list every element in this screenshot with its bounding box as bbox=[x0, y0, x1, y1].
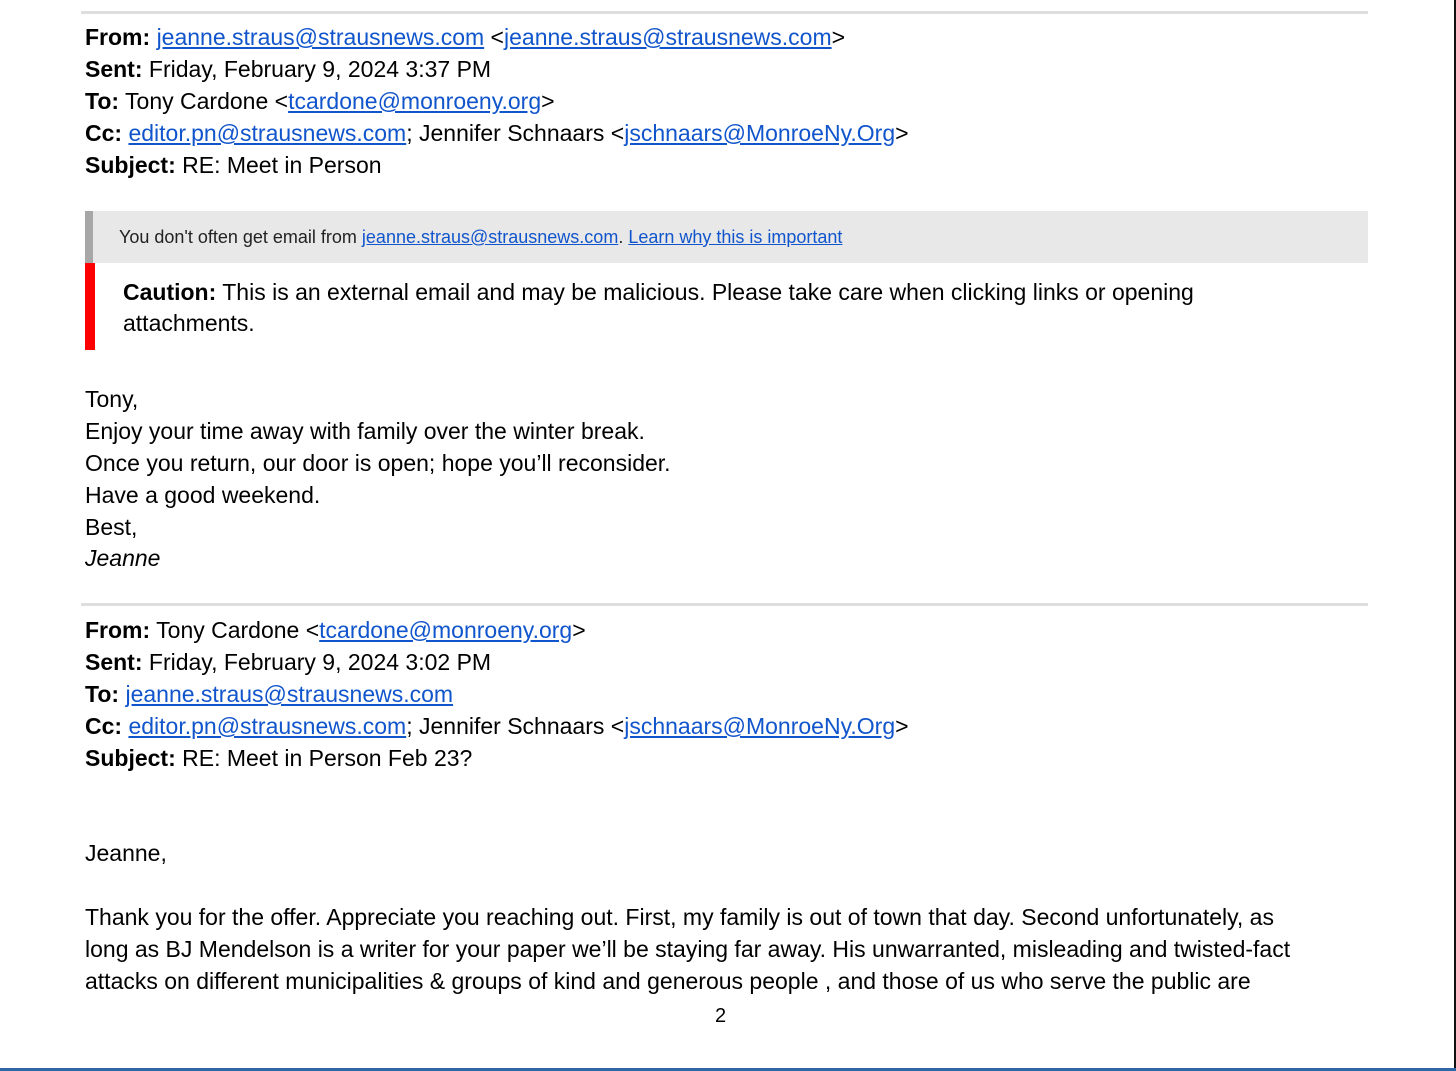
banner-separator: . bbox=[618, 227, 629, 247]
email1-cc-line bbox=[85, 117, 909, 149]
subject-value: RE: Meet in Person Feb 23? bbox=[175, 745, 473, 771]
learn-why-link[interactable]: Learn why this is important bbox=[628, 227, 843, 247]
from-bracket-open: < bbox=[484, 24, 504, 50]
body1-line1: Enjoy your time away with family over the winter break. bbox=[85, 418, 645, 444]
subject-value: RE: Meet in Person bbox=[175, 152, 382, 178]
sent-value: Friday, February 9, 2024 3:37 PM bbox=[142, 56, 492, 82]
to-name: Tony Cardone < bbox=[119, 88, 289, 114]
body2-greeting: Jeanne, bbox=[85, 840, 167, 866]
from-close: > bbox=[572, 617, 586, 643]
to-email-link[interactable]: jeanne.straus@strausnews.com bbox=[125, 681, 454, 707]
cc-close: > bbox=[895, 713, 909, 739]
caution-label: Caution: bbox=[123, 279, 217, 305]
sent-label: Sent: bbox=[85, 56, 143, 82]
to-label: To: bbox=[85, 88, 120, 114]
caution-accent-bar bbox=[85, 263, 95, 350]
to-email-link[interactable]: tcardone@monroeny.org bbox=[288, 88, 542, 114]
body2-para-line2: long as BJ Mendelson is a writer for your paper we’ll be staying far away. His unwarranted, misleading and twisted-fact bbox=[85, 936, 1291, 962]
email2-cc-line bbox=[85, 710, 909, 742]
from-label: From: bbox=[85, 617, 151, 643]
banner-text bbox=[119, 225, 842, 249]
sent-label: Sent: bbox=[85, 649, 143, 675]
cc-close: > bbox=[895, 120, 909, 146]
email2-subject-line bbox=[85, 742, 472, 774]
message-divider bbox=[81, 603, 1368, 606]
cc-email1-link[interactable]: editor.pn@strausnews.com bbox=[128, 120, 407, 146]
body1-greeting: Tony, bbox=[85, 386, 139, 412]
email1-sent-line bbox=[85, 53, 491, 85]
signature: Jeanne bbox=[85, 545, 161, 571]
from-label: From: bbox=[85, 24, 151, 50]
body1-closing: Best, bbox=[85, 514, 138, 540]
email1-from-line bbox=[85, 21, 845, 53]
email2-sent-line bbox=[85, 646, 491, 678]
body1-line2: Once you return, our door is open; hope you’ll reconsider. bbox=[85, 450, 671, 476]
cc-email2-link[interactable]: jschnaars@MonroeNy.Org bbox=[624, 120, 896, 146]
to-label: To: bbox=[85, 681, 120, 707]
from-email-link[interactable]: tcardone@monroeny.org bbox=[319, 617, 573, 643]
to-close: > bbox=[541, 88, 555, 114]
from-email-link[interactable]: jeanne.straus@strausnews.com bbox=[156, 24, 485, 50]
from-bracket-close: > bbox=[831, 24, 846, 50]
email2-from-line bbox=[85, 614, 586, 646]
body2-para-line3: attacks on different municipalities & groups of kind and generous people , and those of us who serve the public are bbox=[85, 968, 1251, 994]
email2-to-line bbox=[85, 678, 453, 710]
external-sender-banner bbox=[85, 211, 1368, 263]
body1-line3: Have a good weekend. bbox=[85, 482, 321, 508]
cc-name2: ; Jennifer Schnaars < bbox=[406, 120, 625, 146]
banner-accent-bar bbox=[85, 211, 93, 263]
page-number: 2 bbox=[715, 1005, 727, 1027]
top-divider bbox=[81, 11, 1368, 14]
caution-notice bbox=[85, 263, 1368, 350]
email1-to-line bbox=[85, 85, 555, 117]
cc-email2-link[interactable]: jschnaars@MonroeNy.Org bbox=[624, 713, 896, 739]
caution-text bbox=[123, 277, 1243, 339]
cc-email1-link[interactable]: editor.pn@strausnews.com bbox=[128, 713, 407, 739]
sent-value: Friday, February 9, 2024 3:02 PM bbox=[142, 649, 492, 675]
body2-para-line1: Thank you for the offer. Appreciate you reaching out. First, my family is out of town that day. Second unfortunately, as bbox=[85, 904, 1274, 930]
email1-subject-line bbox=[85, 149, 382, 181]
subject-label: Subject: bbox=[85, 745, 176, 771]
cc-name2: ; Jennifer Schnaars < bbox=[406, 713, 625, 739]
banner-sender-link[interactable]: jeanne.straus@strausnews.com bbox=[361, 227, 619, 247]
cc-label: Cc: bbox=[85, 120, 123, 146]
from-name: Tony Cardone < bbox=[150, 617, 320, 643]
from-email-bracketed-link[interactable]: jeanne.straus@strausnews.com bbox=[504, 24, 832, 50]
cc-label: Cc: bbox=[85, 713, 123, 739]
subject-label: Subject: bbox=[85, 152, 176, 178]
banner-text-before: You don't often get email from bbox=[119, 227, 362, 247]
caution-message: This is an external email and may be malicious. Please take care when clicking links or opening attachments. bbox=[123, 279, 1194, 336]
